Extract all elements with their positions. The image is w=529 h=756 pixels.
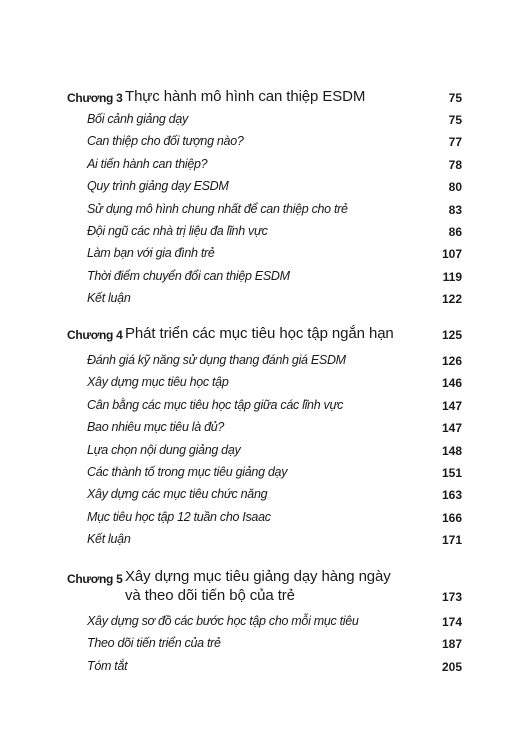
toc-entry[interactable] <box>87 507 462 529</box>
entry-title: Theo dõi tiến triển của trẻ <box>87 636 221 651</box>
entry-page-number: 119 <box>442 269 462 284</box>
toc-entry[interactable] <box>87 266 462 288</box>
toc-entry[interactable] <box>87 109 462 131</box>
toc-entry[interactable] <box>87 176 462 198</box>
section-list <box>87 611 462 678</box>
chapter-heading <box>67 566 462 608</box>
chapter-label: Chương 3 <box>67 91 123 105</box>
chapter-label: Chương 5 <box>67 572 123 586</box>
entry-page-number: 205 <box>441 659 462 674</box>
entry-page-number: 83 <box>448 202 462 217</box>
toc-entry[interactable] <box>87 611 462 633</box>
chapter-heading <box>67 86 462 108</box>
chapter-heading <box>67 323 462 345</box>
entry-page-number: 171 <box>441 533 462 548</box>
entry-title: Sử dụng mô hình chung nhất để can thiệp cho trẻ <box>87 201 348 216</box>
entry-title: Xây dựng sơ đồ các bước học tập cho mỗi mục tiêu <box>87 614 359 628</box>
entry-title: Đội ngũ các nhà trị liệu đa lĩnh vực <box>87 223 268 238</box>
entry-page-number: 107 <box>441 247 462 262</box>
entry-page-number: 122 <box>441 292 462 307</box>
toc-entry[interactable] <box>87 462 462 484</box>
entry-title: Mục tiêu học tập 12 tuần cho Isaac <box>87 509 271 524</box>
section-list <box>87 109 462 311</box>
entry-page-number: 148 <box>441 443 462 458</box>
chapter-3 <box>67 86 462 307</box>
toc-entry[interactable] <box>87 440 462 462</box>
entry-title: Cân bằng các mục tiêu học tập giữa các lĩnh vực <box>87 397 344 412</box>
chapter-label: Chương 4 <box>67 328 123 342</box>
entry-page-number: 80 <box>448 180 462 195</box>
toc-entry[interactable] <box>87 154 462 176</box>
chapter-title-line-2: và theo dõi tiến bộ của trẻ <box>125 587 295 604</box>
entry-title: Kết luận <box>87 532 131 547</box>
entry-page-number: 187 <box>441 637 462 652</box>
toc-entry[interactable] <box>87 350 462 372</box>
toc-entry[interactable] <box>87 243 462 265</box>
entry-title: Xây dựng mục tiêu học tập <box>87 375 229 390</box>
toc-entry[interactable] <box>87 417 462 439</box>
entry-page-number: 174 <box>441 615 462 629</box>
entry-title: Các thành tố trong mục tiêu giảng dạy <box>87 464 288 479</box>
entry-title: Lựa chọn nội dung giảng dạy <box>87 442 241 457</box>
entry-title: Thời điểm chuyển đổi can thiệp ESDM <box>87 268 290 283</box>
chapter-page-number: 125 <box>441 328 462 342</box>
toc-entry[interactable] <box>87 395 462 417</box>
entry-page-number: 86 <box>448 224 462 239</box>
entry-title: Bao nhiêu mục tiêu là đủ? <box>87 420 225 435</box>
chapter-page-number: 75 <box>448 91 462 105</box>
chapter-title-line-1: Xây dựng mục tiêu giảng dạy hàng ngày <box>125 568 391 585</box>
toc-entry[interactable] <box>87 656 462 678</box>
chapter-page-number: 173 <box>441 590 462 604</box>
entry-title: Xây dựng các mục tiêu chức năng <box>87 487 268 502</box>
entry-page-number: 126 <box>441 354 462 368</box>
entry-title: Bối cảnh giảng dạy <box>87 112 188 126</box>
toc-entry[interactable] <box>87 372 462 394</box>
entry-title: Ai tiến hành can thiệp? <box>87 156 208 171</box>
entry-title: Tóm tắt <box>87 658 128 673</box>
chapter-5 <box>67 566 462 674</box>
entry-page-number: 75 <box>448 113 462 127</box>
toc-entry[interactable] <box>87 633 462 655</box>
entry-page-number: 151 <box>441 465 462 480</box>
toc-entry[interactable] <box>87 484 462 506</box>
toc-entry[interactable] <box>87 288 462 310</box>
entry-page-number: 146 <box>441 376 462 391</box>
entry-title: Can thiệp cho đối tượng nào? <box>87 134 244 149</box>
toc-entry[interactable] <box>87 221 462 243</box>
entry-title: Làm bạn với gia đình trẻ <box>87 246 215 261</box>
entry-title: Quy trình giảng dạy ESDM <box>87 179 229 194</box>
toc-entry[interactable] <box>87 199 462 221</box>
entry-page-number: 163 <box>441 488 462 503</box>
entry-page-number: 77 <box>448 135 462 150</box>
entry-page-number: 166 <box>441 510 462 525</box>
chapter-title: Phát triển các mục tiêu học tập ngắn hạn <box>125 325 394 342</box>
entry-title: Kết luận <box>87 291 131 306</box>
entry-page-number: 147 <box>441 421 462 436</box>
chapter-4 <box>67 323 462 548</box>
section-list <box>87 350 462 552</box>
toc-entry[interactable] <box>87 131 462 153</box>
entry-page-number: 147 <box>441 398 462 413</box>
chapter-title: Thực hành mô hình can thiệp ESDM <box>125 88 366 105</box>
entry-title: Đánh giá kỹ năng sử dụng thang đánh giá ESDM <box>87 353 346 367</box>
entry-page-number: 78 <box>448 157 462 172</box>
toc-entry[interactable] <box>87 529 462 551</box>
